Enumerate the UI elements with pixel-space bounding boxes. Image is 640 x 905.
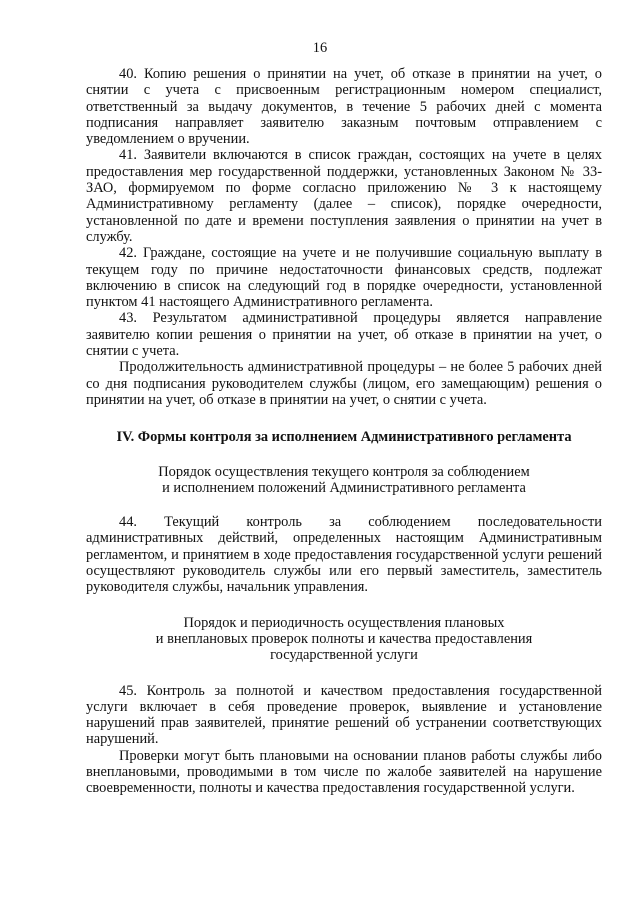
page-number: 16 xyxy=(312,40,328,56)
paragraph-41: 41. Заявители включаются в список граждан, состоящих на учете в целях предоставления мер государственной поддержки, установленных Законом № 33-ЗАО, формируемом по форме согласно приложению № 3 к настоящему Административному регламенту (далее – список), порядке очередности, установленной по дате и времени поступления заявления о принятии на учет в службу. xyxy=(86,147,602,245)
paragraph-44: 44. Текущий контроль за соблюдением последовательности административных действий, определенных настоящим Административным регламентом, и принятием в ходе предоставления государственной услуги решений осуществляют руководитель службы или его первый заместитель, заместитель руководителя службы, начальник управления. xyxy=(86,514,602,596)
subheading-current-control: Порядок осуществления текущего контроля за соблюдением и исполнением положений Административного регламента xyxy=(158,463,530,496)
document-body xyxy=(86,66,602,797)
paragraph-43: 43. Результатом административной процедуры является направление заявителю копии решения о принятии на учет, об отказе в принятии на учет, о снятии с учета. xyxy=(86,310,602,360)
paragraph-duration: Продолжительность административной процедуры – не более 5 рабочих дней со дня подписания руководителем службы (лицом, его замещающим) решения о принятии на учет, об отказе в принятии на учет, о снятии с учета. xyxy=(86,359,602,408)
paragraph-40: 40. Копию решения о принятии на учет, об отказе в принятии на учет, о снятии с учета с присвоенным регистрационным номером специалист, ответственный за выдачу документов, в течение 5 рабочих дней с момента подписания направляет заявителю заказным почтовым отправлением с уведомлением о вручении. xyxy=(86,66,602,148)
section-heading: IV. Формы контроля за исполнением Административного регламента xyxy=(116,429,572,446)
paragraph-inspections: Проверки могут быть плановыми на основании планов работы службы либо внеплановыми, проводимыми в том числе по жалобе заявителей на нарушение своевременности, полноты и качества предоставления государственной услуги. xyxy=(86,747,602,797)
paragraph-42: 42. Граждане, состоящие на учете и не получившие социальную выплату в текущем году по причине недостаточности финансовых средств, подлежат включению в список на следующий год в порядке очередности, установленной пунктом 41 настоящего Административного регламента. xyxy=(86,245,602,311)
paragraph-45: 45. Контроль за полнотой и качеством предоставления государственной услуги включает в себя проведение проверок, выявление и установление нарушений прав заявителей, принятие решений об устранении соответствующих нарушений. xyxy=(86,682,602,748)
subheading-inspections: Порядок и периодичность осуществления плановых и внеплановых проверок полноты и качества предоставления государственной услуги xyxy=(155,614,533,664)
